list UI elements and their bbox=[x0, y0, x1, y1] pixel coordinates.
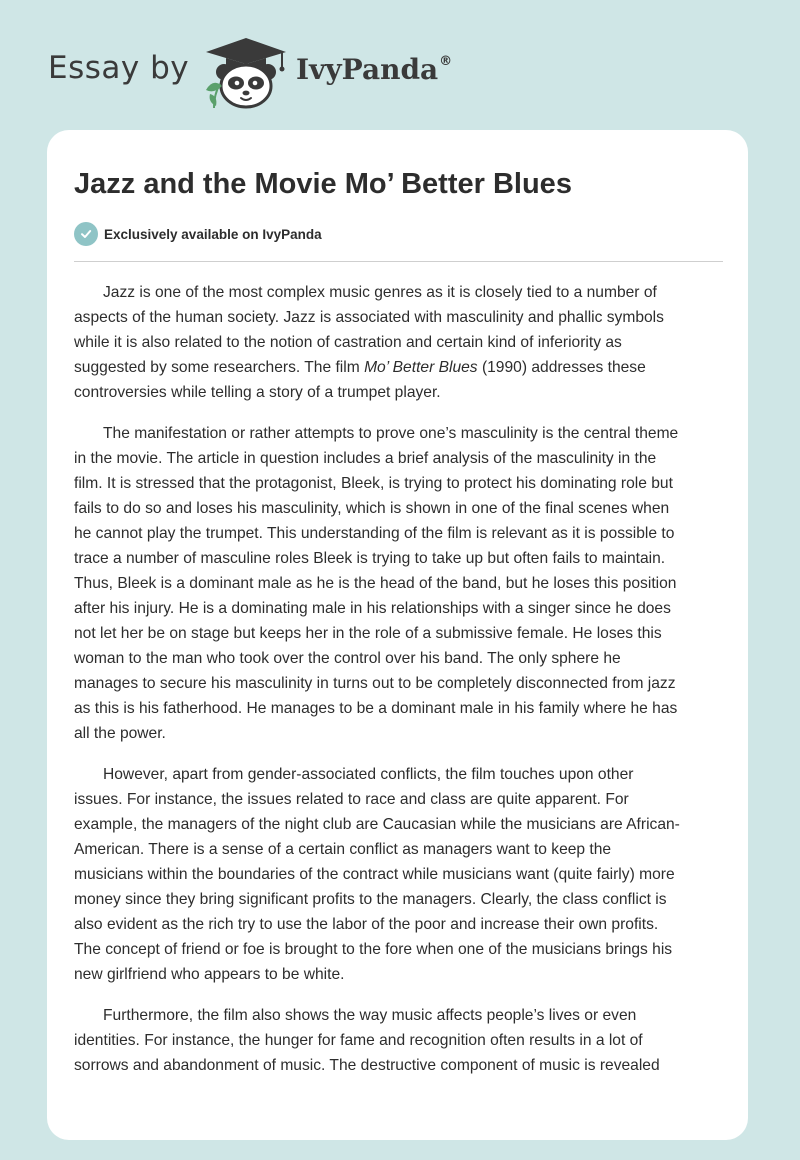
text-line: woman to the man who took over the control over his band. The only sphere he bbox=[74, 650, 621, 667]
text-line: aspects of the human society. Jazz is associated with masculinity and phallic symbols bbox=[74, 309, 664, 326]
text-line: However, apart from gender-associated conflicts, the film touches upon other bbox=[103, 766, 634, 783]
exclusive-label: Exclusively available on IvyPanda bbox=[104, 226, 322, 242]
text-line bbox=[74, 355, 724, 380]
text-line: sorrows and abandonment of music. The destructive component of music is revealed bbox=[74, 1057, 660, 1074]
text-line: new girlfriend who appears to be white. bbox=[74, 966, 345, 983]
essay-paragraph bbox=[74, 421, 724, 746]
text-line: The concept of friend or foe is brought to the fore when one of the musicians brings his bbox=[74, 941, 673, 958]
text-line: in the movie. The article in question includes a brief analysis of the masculinity in the bbox=[74, 450, 657, 467]
title-divider bbox=[74, 261, 723, 262]
registered-mark: ® bbox=[439, 54, 453, 69]
brand-name[interactable] bbox=[296, 53, 452, 86]
text-line: as this is his fatherhood. He manages to be a dominant male in his family where he has bbox=[74, 700, 678, 717]
text-line: Jazz is one of the most complex music genres as it is closely tied to a number of bbox=[103, 284, 657, 301]
text-line: money since they bring significant profits to the managers. Clearly, the class conflict is bbox=[74, 891, 667, 908]
essay-by-label: Essay by bbox=[48, 50, 190, 86]
text-fragment: (1990) addresses these bbox=[477, 359, 646, 376]
text-line: after his injury. He is a dominating male in his relationships with a singer since he does bbox=[74, 600, 671, 617]
text-line: fails to do so and loses his masculinity, which is shown in one of the final scenes when bbox=[74, 500, 670, 517]
essay-paragraph bbox=[74, 762, 724, 987]
essay-paragraph bbox=[74, 1003, 724, 1078]
text-line: controversies while telling a story of a trumpet player. bbox=[74, 384, 441, 401]
text-line: American. There is a sense of a certain conflict as managers want to keep the bbox=[74, 841, 612, 858]
text-line: Thus, Bleek is a dominant male as he is the head of the band, but he loses this position bbox=[74, 575, 677, 592]
text-line: identities. For instance, the hunger for fame and recognition often results in a lot of bbox=[74, 1032, 643, 1049]
essay-title: Jazz and the Movie Mo’ Better Blues bbox=[74, 168, 572, 200]
text-line: trace a number of masculine roles Bleek is trying to take up but often fails to maintain. bbox=[74, 550, 666, 567]
text-line: not let her be on stage but keeps her in the role of a submissive female. He loses this bbox=[74, 625, 662, 642]
text-line: also evident as the rich try to use the labor of the poor and increase their own profits. bbox=[74, 916, 659, 933]
brand-text: IvyPanda bbox=[296, 53, 439, 86]
essay-card bbox=[47, 130, 748, 1140]
text-line: example, the managers of the night club are Caucasian while the musicians are African- bbox=[74, 816, 680, 833]
text-line: musicians within the boundaries of the contract while musicians want (quite fairly) more bbox=[74, 866, 675, 883]
text-line: Furthermore, the film also shows the way music affects people’s lives or even bbox=[103, 1007, 637, 1024]
text-fragment: suggested by some researchers. The film bbox=[74, 359, 365, 376]
text-line: all the power. bbox=[74, 725, 166, 742]
exclusive-badge bbox=[74, 222, 322, 246]
film-title: Mo’ Better Blues bbox=[364, 359, 478, 376]
site-header bbox=[0, 0, 800, 130]
text-line: The manifestation or rather attempts to prove one’s masculinity is the central theme bbox=[103, 425, 679, 442]
panda-graduate-logo-icon[interactable] bbox=[200, 34, 292, 110]
text-line: issues. For instance, the issues related to race and class are quite apparent. For bbox=[74, 791, 629, 808]
text-line: manages to secure his masculinity in turns out to be completely disconnected from jazz bbox=[74, 675, 676, 692]
text-line: while it is also related to the notion of castration and certain kind of inferiority as bbox=[74, 334, 622, 351]
text-line: film. It is stressed that the protagonist, Bleek, is trying to protect his dominating role but bbox=[74, 475, 673, 492]
check-icon bbox=[74, 222, 98, 246]
text-line: he cannot play the trumpet. This understanding of the film is relevant as it is possible to bbox=[74, 525, 675, 542]
essay-paragraph bbox=[74, 280, 724, 405]
essay-body bbox=[74, 280, 724, 1094]
